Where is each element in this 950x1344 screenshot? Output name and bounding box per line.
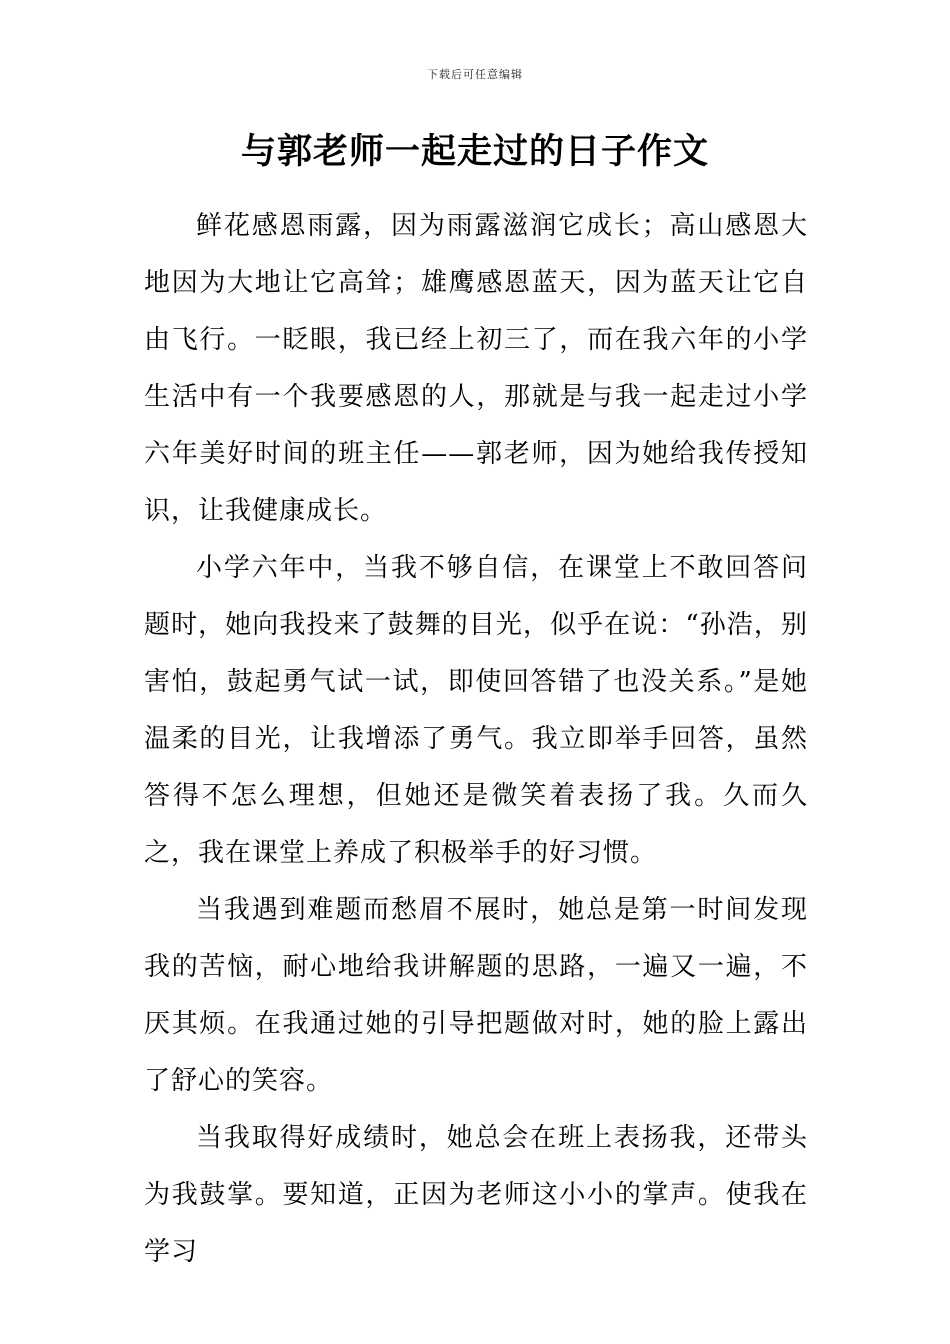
document-body xyxy=(144,198,808,1281)
document-title: 与郭老师一起走过的日子作文 xyxy=(240,132,709,172)
paragraph-4: 当我取得好成绩时，她总会在班上表扬我，还带头为我鼓掌。要知道，正因为老师这小小的掌声。使我在学习 xyxy=(144,1123,808,1267)
paragraph-2: 小学六年中，当我不够自信，在课堂上不敢回答问题时，她向我投来了鼓舞的目光，似乎在说：“孙浩，别害怕，鼓起勇气试一试，即使回答错了也没关系。”是她温柔的目光，让我增添了勇气。我立即举手回答，虽然答得不怎么理想，但她还是微笑着表扬了我。久而久之，我在课堂上养成了积极举手的好习惯。 xyxy=(144,553,808,868)
paragraph-3: 当我遇到难题而愁眉不展时，她总是第一时间发现我的苦恼，耐心地给我讲解题的思路，一遍又一遍，不厌其烦。在我通过她的引导把题做对时，她的脸上露出了舒心的笑容。 xyxy=(144,895,808,1096)
header-note: 下载后可任意编辑 xyxy=(427,68,523,81)
paragraph-1: 鲜花感恩雨露，因为雨露滋润它成长；高山感恩大地因为大地让它高耸；雄鹰感恩蓝天，因为蓝天让它自由飞行。一眨眼，我已经上初三了，而在我六年的小学生活中有一个我要感恩的人，那就是与我一起走过小学六年美好时间的班主任——郭老师，因为她给我传授知识，让我健康成长。 xyxy=(144,211,808,526)
